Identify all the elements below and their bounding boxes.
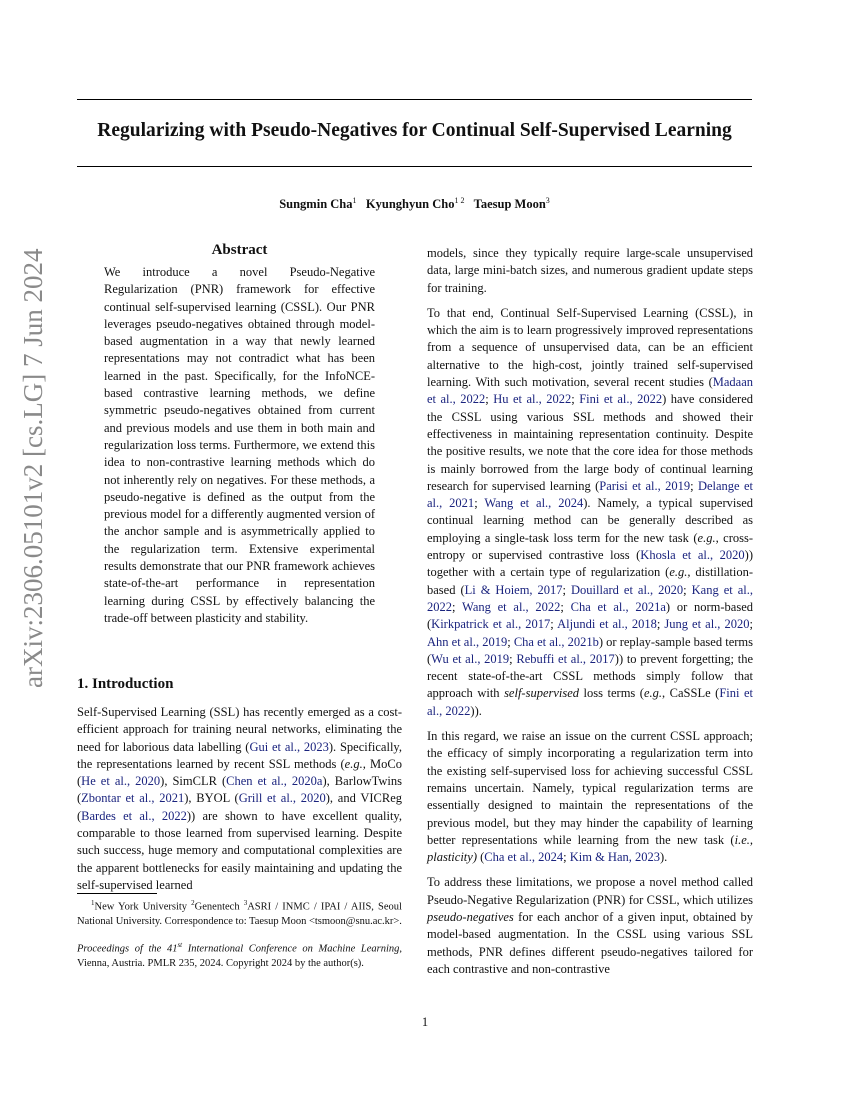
author-1: Sungmin Cha$^1$ <box>279 196 357 212</box>
citation-link[interactable]: Douillard et al., 2020 <box>571 582 684 597</box>
text-run: e.g., <box>669 565 691 580</box>
citation-link[interactable]: Aljundi et al., 2018 <box>557 617 657 632</box>
text-run: MoCo ( <box>77 756 403 789</box>
author-list <box>77 196 752 212</box>
text-run: ). <box>660 850 668 865</box>
citation-link[interactable]: Hu et al., 2022 <box>493 392 572 407</box>
text-run: )) to prevent forgetting; the recent state-of-the-art CSSL methods simply follow that approach with <box>427 651 753 701</box>
citation-link[interactable]: Madaan et al., 2022 <box>427 375 753 407</box>
text-run: ), BarlowTwins ( <box>77 774 402 806</box>
text-run: distillation-based ( <box>427 565 754 597</box>
text-run: cross-entropy or supervised contrastive loss ( <box>427 530 754 563</box>
text-run: ), and VICReg ( <box>77 791 402 823</box>
author-2: Kyunghyun Cho$^{1 2}$ <box>365 196 465 212</box>
citation-link[interactable]: Cha et al., 2021a <box>570 599 666 614</box>
citation-link[interactable]: Gui et al., 2023 <box>249 739 329 754</box>
text-run: )). <box>470 703 482 718</box>
text-run: )) together with a certain type of regularization ( <box>427 548 753 580</box>
text-run: International Conference on Machine Learning <box>182 943 400 954</box>
text-run: 3 <box>243 899 248 907</box>
citation-link[interactable]: Cha et al., 2021b <box>513 634 599 649</box>
text-run: 1 <box>91 899 95 907</box>
text-run: ). Namely, a typical supervised continual learning method can be generally described as employing a single-task loss term for the new task ( <box>427 496 754 545</box>
text-run: e.g. <box>643 686 663 701</box>
arxiv-identifier-stamp <box>18 248 58 728</box>
intro-paragraph-1-text <box>77 704 402 894</box>
text-run: Proceedings of the <box>77 943 167 954</box>
intro-paragraph-1-continued: models, since they typically require large-scale unsupervised data, large mini-batch sizes, and numerous gradient update steps for training. <box>427 246 753 295</box>
abstract-heading: Abstract <box>211 242 268 258</box>
text-run: ; <box>550 617 558 632</box>
citation-link[interactable]: Wang et al., 2024 <box>484 496 584 511</box>
text-run: ; <box>749 617 753 632</box>
citation-link[interactable]: Cha et al., 2024 <box>484 850 564 865</box>
proceedings-footnote <box>77 938 402 972</box>
author-3: Taesup Moon$^3$ <box>473 196 550 212</box>
citation-link[interactable]: Kim & Han, 2023 <box>569 850 660 865</box>
citation-link[interactable]: Kang et al., 2022 <box>427 582 753 614</box>
text-run: e.g., <box>697 530 719 545</box>
citation-link[interactable]: Wu et al., 2019 <box>431 651 510 666</box>
citation-link[interactable]: Jung et al., 2020 <box>664 617 750 632</box>
text-run: , Vienna, Austria. PMLR 235, 2024. Copyright 2024 by the author(s). <box>77 943 402 969</box>
text-run: ; <box>509 651 517 666</box>
text-run: ASRI / INMC / IPAI / AIIS, Seoul National University. Correspondence to: Taesup Moon <tsmoon@snu.ac.kr>. <box>77 901 402 927</box>
text-run: for each anchor of a given input, obtained by model-based augmentation. In the CSSL using various SSL methods, PNR defines different pseudo-negatives tailored for each contrastive and non-contrastive <box>427 909 753 976</box>
paper-title: Regularizing with Pseudo-Negatives for Continual Self-Supervised Learning <box>97 120 732 141</box>
citation-link[interactable]: Li & Hoiem, 2017 <box>464 582 563 597</box>
section-heading-introduction: 1. Introduction <box>77 676 174 692</box>
text-run: ; <box>474 496 485 511</box>
text-run: ), BYOL ( <box>184 791 239 806</box>
citation-link[interactable]: Bardes et al., 2022 <box>81 808 187 823</box>
text-run: ; <box>452 599 463 614</box>
footnotes <box>77 896 402 971</box>
text-run: ) or replay-sample based terms ( <box>427 634 753 666</box>
top-rule <box>77 99 752 100</box>
citation-link[interactable]: Fini et al., 2022 <box>579 392 663 407</box>
intro-paragraph-2 <box>427 305 753 720</box>
intro-paragraph-4 <box>427 874 753 978</box>
text-run: , CaSSLe ( <box>662 686 720 701</box>
text-run: Self-Supervised Learning (SSL) has recently emerged as a cost-efficient approach for training neural networks, eliminating the need for laborious data labelling ( <box>77 705 402 754</box>
citation-link[interactable]: Grill et al., 2020 <box>238 791 326 806</box>
citation-link[interactable]: He et al., 2020 <box>81 774 161 789</box>
text-run: ), SimCLR ( <box>160 774 227 789</box>
text-run: ; <box>485 392 494 407</box>
text-run: e.g., <box>344 756 366 771</box>
text-run: pseudo-negatives <box>427 909 514 924</box>
text-run: )) are shown to have excellent quality, comparable to those learned from supervised learning. Despite such success, huge memory and computational complexities are the apparent bottlenecks for easily maintaining and updating the self-supervised learned <box>77 808 402 892</box>
text-run: ; <box>571 392 580 407</box>
citation-link[interactable]: Ahn et al., 2019 <box>427 634 508 649</box>
text-run: 2 <box>191 899 195 907</box>
text-run: ; <box>683 582 692 597</box>
text-run: ; <box>562 582 572 597</box>
page-number: 1 <box>421 1015 429 1029</box>
citation-link[interactable]: Parisi et al., 2019 <box>599 478 691 493</box>
right-column <box>427 245 753 986</box>
text-run: ; <box>507 634 514 649</box>
text-run: ; <box>690 478 698 493</box>
text-run: Genentech <box>194 901 244 913</box>
text-run: To that end, Continual Self-Supervised Learning (CSSL), in which the aim is to learn progressively improved representations from a sequence of unsupervised data, can be an efficient alternative to the high-cost, jointly trained self-supervised learning. With such motivation, several recent studies ( <box>427 305 753 390</box>
citation-link[interactable]: Khosla et al., 2020 <box>640 548 745 563</box>
text-run: ; <box>563 850 570 865</box>
intro-paragraph-3 <box>427 728 753 866</box>
text-run: ; <box>656 617 665 632</box>
footnote-rule <box>77 893 157 894</box>
text-run: ; <box>560 599 571 614</box>
citation-link[interactable]: Chen et al., 2020a <box>226 774 323 789</box>
abstract-body <box>104 264 375 627</box>
text-run: 41 <box>166 943 178 954</box>
text-run: i.e., plasticity) <box>427 832 753 865</box>
citation-link[interactable]: Wang et al., 2022 <box>462 599 561 614</box>
text-run: st <box>177 940 183 949</box>
citation-link[interactable]: Fini et al., 2022 <box>427 686 754 718</box>
text-run: New York University <box>94 901 192 913</box>
text-run: ). Specifically, the representations learned by recent SSL methods ( <box>77 739 402 771</box>
title-bottom-rule <box>77 166 752 167</box>
text-run: loss terms ( <box>579 686 644 701</box>
text-run: ( <box>477 850 485 865</box>
text-run: self-supervised <box>504 686 580 701</box>
affiliation-footnote <box>77 896 402 930</box>
text-run: ) or norm-based ( <box>427 599 753 632</box>
citation-link[interactable]: Zbontar et al., 2021 <box>81 791 185 806</box>
intro-paragraph-1 <box>77 704 402 894</box>
arxiv-stamp-text: arXiv:2306.05101v2 [cs.LG] 7 Jun 2024 <box>18 248 48 688</box>
citation-link[interactable]: Delange et al., 2021 <box>427 478 753 511</box>
text-run: ) have considered the CSSL using various SSL methods and showed their effectiveness in maintaining representation continuity. Despite the positive results, we note that the core idea for those methods is mainly borrowed from the large body of continual learning research for supervised learning ( <box>427 392 753 493</box>
abstract-text: We introduce a novel Pseudo-Negative Regularization (PNR) framework for effective continual self-supervised learning (CSSL). Our PNR leverages pseudo-negatives obtained through model-based augmentation in a way that newly learned representations may not contradict what has been learned in the past. Specifically, for the InfoNCE-based contrastive learning methods, we define symmetric pseudo-negatives obtained from current and previous models and use them in both main and regularization loss terms. Furthermore, we extend this idea to non-contrastive learning methods which do not inherently rely on negatives. For these methods, a pseudo-negative is defined as the output from the previous model for a differently augmented version of the anchor sample and is asymmetrically applied to the regularization term. Extensive experimental results demonstrate that our PNR framework achieves state-of-the-art performance in representation learning during CSSL by effectively balancing the trade-off between plasticity and stability. <box>104 265 375 625</box>
text-run: To address these limitations, we propose a novel method called Pseudo-Negative Regularization (PNR) for CSSL, which utilizes <box>427 875 753 907</box>
text-run: In this regard, we raise an issue on the current CSSL approach; the efficacy of simply incorporating a regularization term into the existing self-supervised loss for achieving successful CSSL remains uncertain. Namely, typical regularization terms are essentially designed to maintain the representations of the previous model, but they may hinder the capability of learning better representations while learning from the new task ( <box>427 729 753 847</box>
citation-link[interactable]: Rebuffi et al., 2017 <box>516 651 615 666</box>
citation-link[interactable]: Kirkpatrick et al., 2017 <box>431 617 551 632</box>
